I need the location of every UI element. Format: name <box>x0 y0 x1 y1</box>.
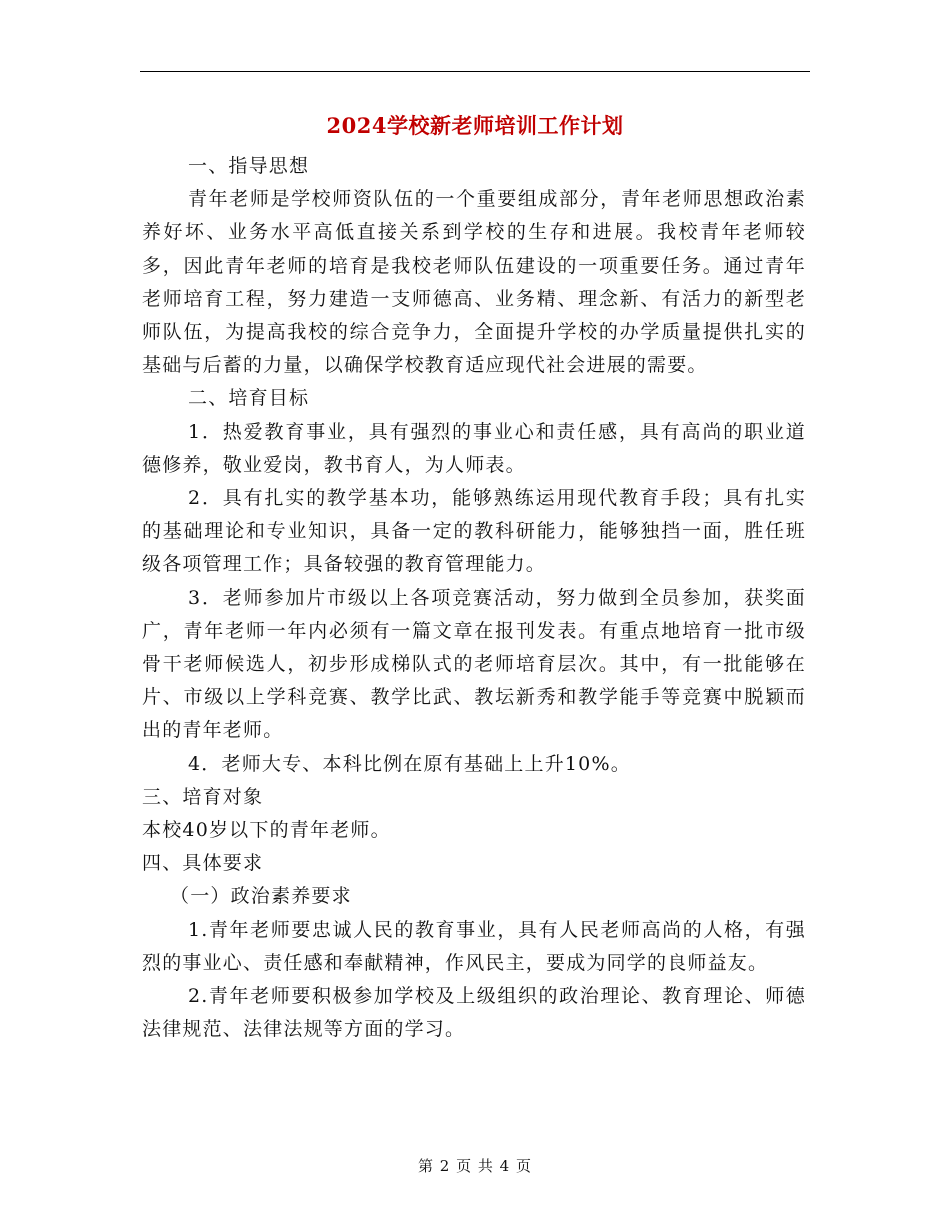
goal-item-4: 4．老师大专、本科比例在原有基础上上升10%。 <box>188 752 631 775</box>
section-heading-specific-requirements: 四、具体要求 <box>142 852 264 875</box>
paragraph-guiding-thought: 青年老师是学校师资队伍的一个重要组成部分，青年老师思想政治素养好坏、业务水平高低直接关系到学校的生存和进展。我校青年老师较多，因此青年老师的培育是我校老师队伍建设的一项重要任务。通过青年老师培育工程，努力建造一支师德高、业务精、理念新、有活力的新型老师队伍，为提高我校的综合竞争力，全面提升学校的办学质量提供扎实的基础与后蓄的力量，以确保学校教育适应现代社会进展的需要。 <box>142 188 806 377</box>
page-number: 第 2 页 共 4 页 <box>418 1157 532 1175</box>
goal-item-2: 2．具有扎实的教学基本功，能够熟练运用现代教育手段；具有扎实的基础理论和专业知识，具备一定的教科研能力，能够独挡一面，胜任班级各项管理工作；具备较强的教育管理能力。 <box>142 487 806 576</box>
requirement-item-1: 1.青年老师要忠诚人民的教育事业，具有人民老师高尚的人格，有强烈的事业心、责任感和奉献精神，作风民主，要成为同学的良师益友。 <box>142 918 806 974</box>
document-body <box>142 150 806 1046</box>
section-heading-training-goals: 二、培育目标 <box>188 387 310 410</box>
subsection-heading-political-quality: （一）政治素养要求 <box>170 885 352 908</box>
document-title: 2024学校新老师培训工作计划 <box>326 113 624 138</box>
paragraph-training-targets: 本校40岁以下的青年老师。 <box>142 819 391 842</box>
section-heading-training-targets: 三、培育对象 <box>142 785 264 808</box>
header-rule <box>140 71 810 72</box>
section-heading-guiding-thought: 一、指导思想 <box>188 155 310 177</box>
goal-item-3: 3．老师参加片市级以上各项竞赛活动，努力做到全员参加，获奖面广，青年老师一年内必须有一篇文章在报刊发表。有重点地培育一批市级骨干老师候选人，初步形成梯队式的老师培育层次。其中，有一批能够在片、市级以上学科竞赛、教学比武、教坛新秀和教学能手等竞赛中脱颖而出的青年老师。 <box>142 586 806 742</box>
goal-item-1: 1．热爱教育事业，具有强烈的事业心和责任感，具有高尚的职业道德修养，敬业爱岗，教书育人，为人师表。 <box>142 420 806 476</box>
requirement-item-2: 2.青年老师要积极参加学校及上级组织的政治理论、教育理论、师德法律规范、法律法规等方面的学习。 <box>142 985 806 1041</box>
